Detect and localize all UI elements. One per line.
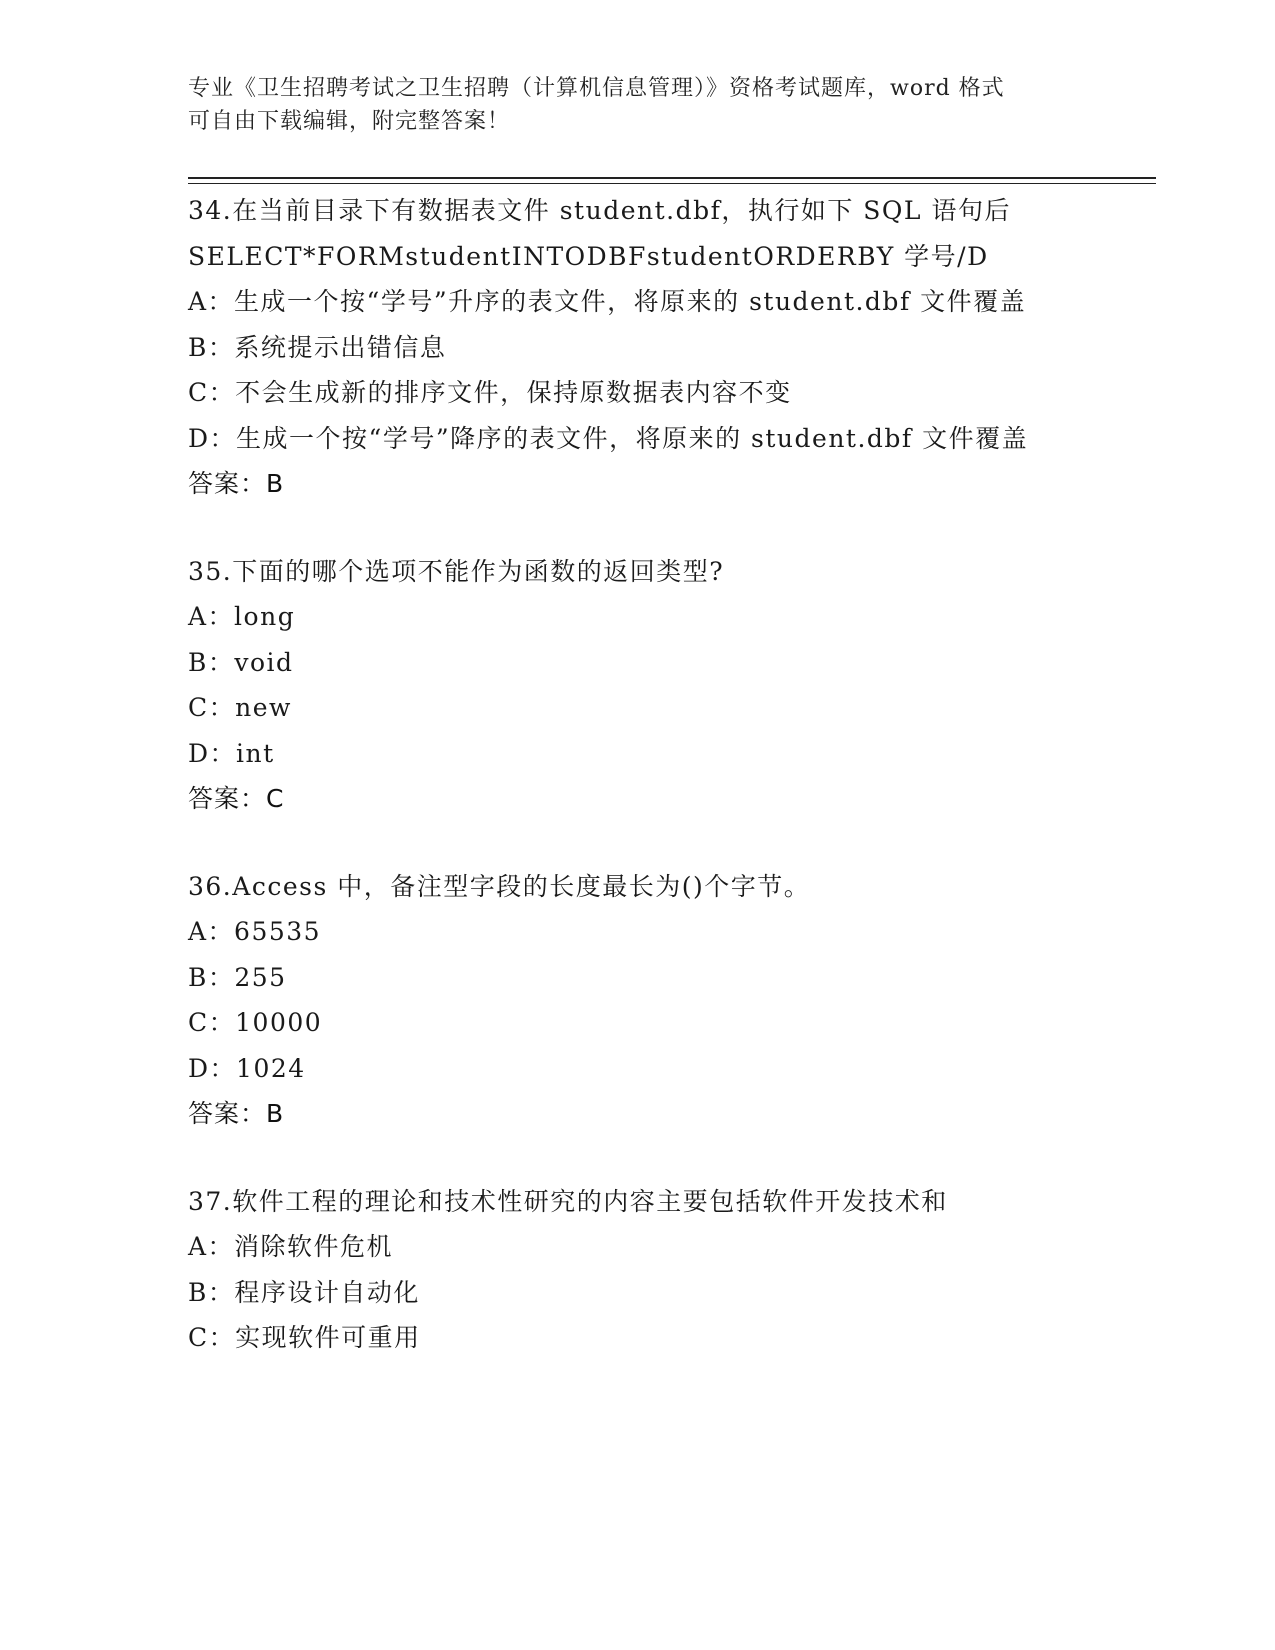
option-b: B：255 <box>188 962 287 992</box>
header-divider-thin <box>188 183 1156 184</box>
answer-label: 答案：B <box>188 1099 285 1128</box>
option-d: D：1024 <box>188 1053 306 1083</box>
header-divider-thick <box>188 177 1156 179</box>
answer-label: 答案：C <box>188 784 285 813</box>
question-text: 下面的哪个选项不能作为函数的返回类型? <box>232 556 725 586</box>
option-c: C：不会生成新的排序文件，保持原数据表内容不变 <box>188 378 792 407</box>
question-text: 软件工程的理论和技术性研究的内容主要包括软件开发技术和 <box>232 1186 948 1216</box>
option-d: D：int <box>188 738 275 768</box>
question-stem <box>188 188 1088 234</box>
option-c: C：10000 <box>188 1008 323 1037</box>
question-text: 在当前目录下有数据表文件 student.dbf，执行如下 SQL 语句后 <box>232 196 1011 225</box>
answer-label: 答案：B <box>188 469 285 498</box>
question-34 <box>188 188 1088 507</box>
option-b: B：系统提示出错信息 <box>188 332 447 362</box>
question-list <box>188 188 1088 1403</box>
option-b: B：程序设计自动化 <box>188 1277 420 1307</box>
question-35 <box>188 549 1088 822</box>
document-header <box>188 72 1088 138</box>
question-number: 36. <box>188 871 233 901</box>
option-a: A：65535 <box>188 917 322 946</box>
question-text: Access 中，备注型字段的长度最长为()个字节。 <box>232 871 811 901</box>
option-c: C：实现软件可重用 <box>188 1323 421 1352</box>
option-c: C：new <box>188 693 292 722</box>
question-stem <box>188 1179 1088 1225</box>
question-stem <box>188 549 1088 595</box>
header-line-2: 可自由下载编辑，附完整答案！ <box>188 109 511 134</box>
option-d: D：生成一个按“学号”降序的表文件，将原来的 student.dbf 文件覆盖 <box>188 423 1029 453</box>
question-36 <box>188 864 1088 1137</box>
question-number: 35. <box>188 556 233 586</box>
option-a: A：long <box>188 602 296 631</box>
question-stem-continued: SELECT*FORMstudentINTODBFstudentORDERBY 学号/D <box>188 241 989 271</box>
question-number: 34. <box>188 196 233 225</box>
option-a: A：消除软件危机 <box>188 1232 394 1261</box>
question-stem <box>188 864 1088 910</box>
question-37 <box>188 1179 1088 1361</box>
question-number: 37. <box>188 1186 233 1216</box>
option-a: A：生成一个按“学号”升序的表文件，将原来的 student.dbf 文件覆盖 <box>188 287 1027 316</box>
header-line-1: 专业《卫生招聘考试之卫生招聘（计算机信息管理）》资格考试题库，word 格式 <box>188 76 1005 101</box>
option-b: B：void <box>188 647 294 677</box>
